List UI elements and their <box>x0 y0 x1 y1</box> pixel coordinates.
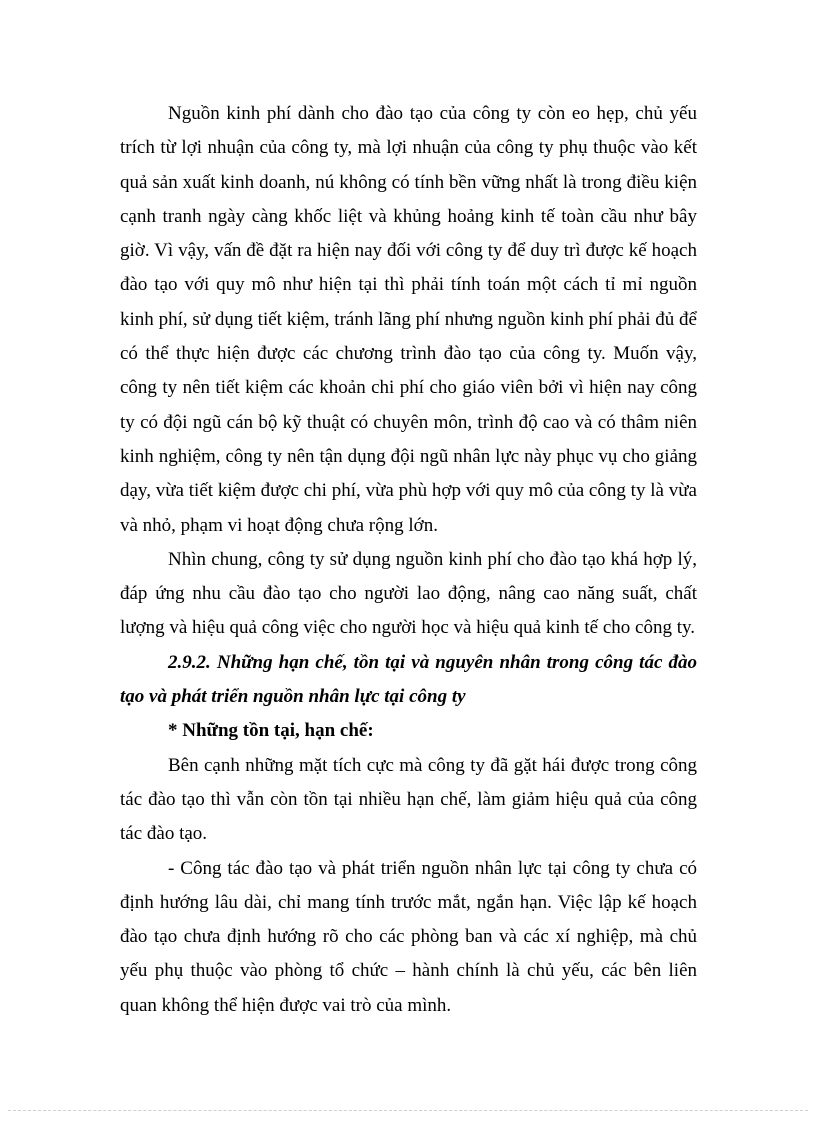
paragraph-funding-constraints: Nguồn kinh phí dành cho đào tạo của công ty còn eo hẹp, chủ yếu trích từ lợi nhuận của công ty, mà lợi nhuận của công ty phụ thuộc vào kết quả sản xuất kinh doanh, nú không có tính bền vững nhất là trong điều kiện cạnh tranh ngày càng khốc liệt và khủng hoảng kinh tế toàn cầu như bây giờ. Vì vậy, vấn đề đặt ra hiện nay đối với công ty để duy trì được kế hoạch đào tạo với quy mô như hiện tại thì phải tính toán một cách tỉ mỉ nguồn kinh phí, sử dụng tiết kiệm, tránh lãng phí nhưng nguồn kinh phí phải đủ để có thể thực hiện được các chương trình đào tạo của công ty. Muốn vậy, công ty nên tiết kiệm các khoản chi phí cho giáo viên bởi vì hiện nay công ty có đội ngũ cán bộ kỹ thuật có chuyên môn, trình độ cao và có thâm niên kinh nghiệm, công ty nên tận dụng đội ngũ nhân lực này phục vụ cho giảng dạy, vừa tiết kiệm được chi phí, vừa phù hợp với quy mô của công ty là vừa và nhỏ, phạm vi hoạt động chưa rộng lớn. <box>120 103 697 536</box>
subheading-limitations: * Những tồn tại, hạn chế: <box>168 720 374 742</box>
paragraph-limitations-intro: Bên cạnh những mặt tích cực mà công ty đã gặt hái được trong công tác đào tạo thì vẫn còn tồn tại nhiều hạn chế, làm giảm hiệu quả của công tác đào tạo. <box>120 754 697 845</box>
page-bottom-border <box>8 1110 808 1111</box>
paragraph-limitation-item-1: - Công tác đào tạo và phát triển nguồn nhân lực tại công ty chưa có định hướng lâu dài, chỉ mang tính trước mắt, ngắn hạn. Việc lập kế hoạch đào tạo chưa định hướng rõ cho các phòng ban và các xí nghiệp, mà chủ yếu phụ thuộc vào phòng tổ chức – hành chính là chủ yếu, các bên liên quan không thể hiện được vai trò của mình. <box>120 857 697 1016</box>
paragraph-overall-assessment: Nhìn chung, công ty sử dụng nguồn kinh phí cho đào tạo khá hợp lý, đáp ứng nhu cầu đào tạo cho người lao động, nâng cao năng suất, chất lượng và hiệu quả công việc cho người học và hiệu quả kinh tế cho công ty. <box>120 548 697 639</box>
section-heading: 2.9.2. Những hạn chế, tồn tại và nguyên nhân trong công tác đào tạo và phát triển nguồn nhân lực tại công ty <box>120 651 697 708</box>
document-body <box>120 97 697 1023</box>
